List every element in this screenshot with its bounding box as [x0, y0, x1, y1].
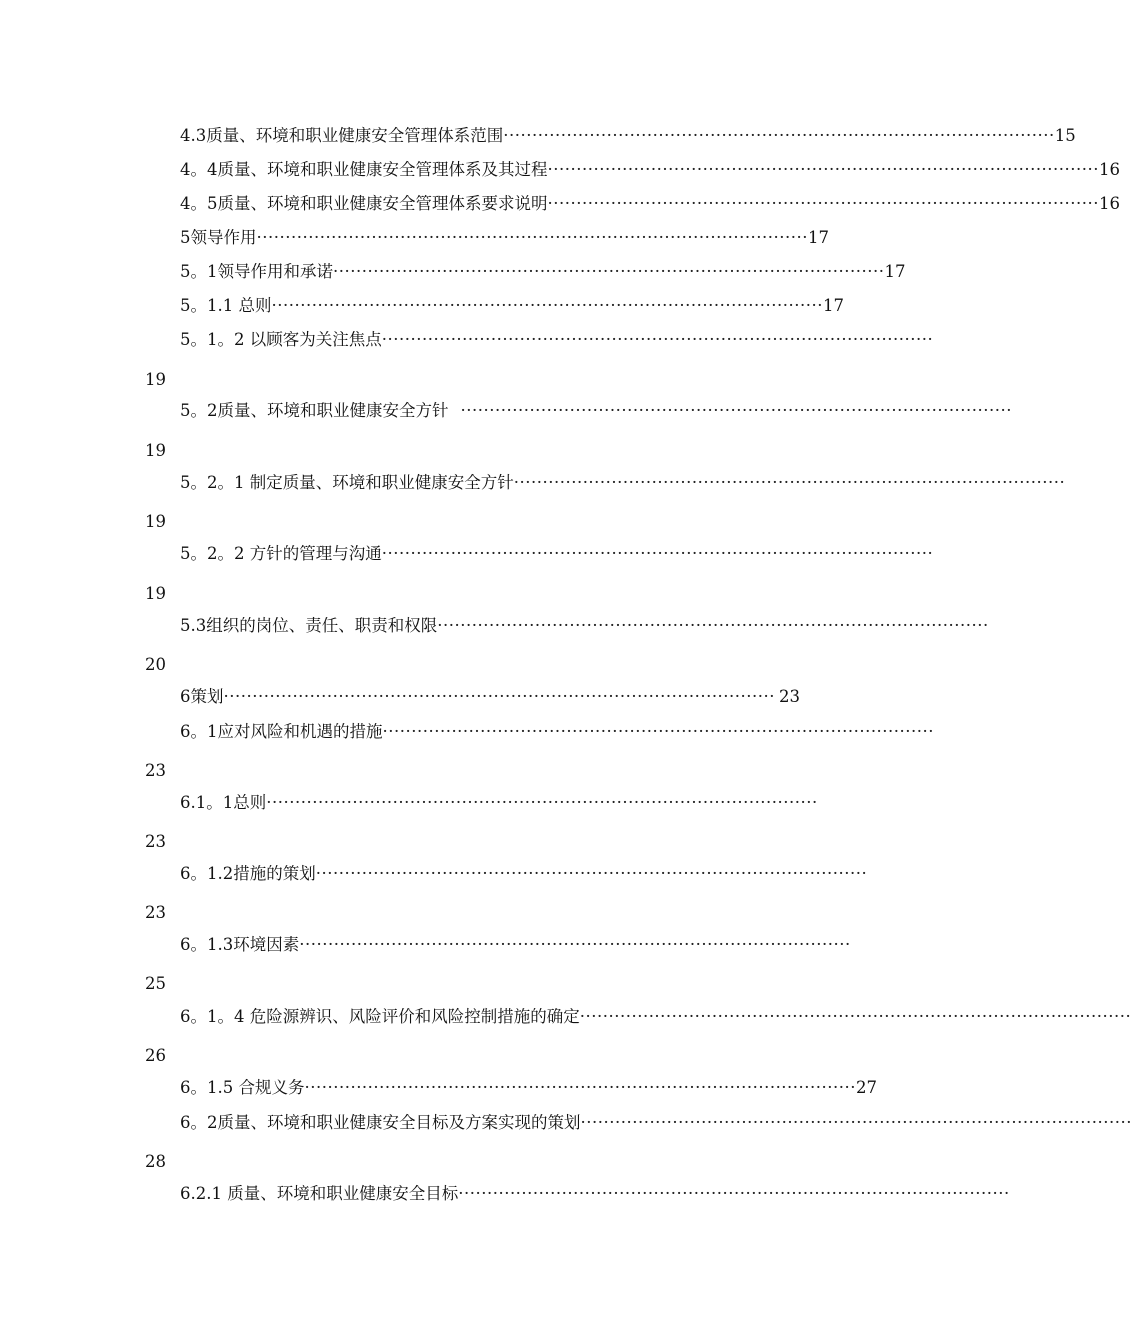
- leader-dots: ································································································: [580, 1113, 1132, 1132]
- toc-page-number: 28: [145, 1152, 166, 1171]
- toc-entry[interactable]: [180, 543, 934, 565]
- toc-page-number: 19: [145, 584, 166, 603]
- toc-entry[interactable]: [180, 400, 1013, 422]
- toc-entry-title: 5。2质量、环境和职业健康安全方针: [180, 401, 449, 420]
- toc-page-number: 26: [145, 1046, 166, 1065]
- leader-dots: ································································································: [304, 1078, 856, 1097]
- leader-dots: ································································································: [223, 687, 776, 706]
- toc-entry[interactable]: [180, 159, 1121, 181]
- leader-dots: ································································································: [458, 1184, 1010, 1203]
- toc-entry-page: 17: [808, 228, 830, 247]
- toc-entry-title: 6。1.5 合规义务: [180, 1078, 305, 1097]
- toc-entry-title: 5。1领导作用和承诺: [180, 262, 333, 281]
- toc-entry[interactable]: [180, 721, 935, 743]
- toc-entry[interactable]: [180, 686, 800, 708]
- toc-entry-page: 16: [1099, 160, 1121, 179]
- toc-entry-page: 17: [884, 262, 906, 281]
- leader-dots: ································································································: [315, 864, 868, 883]
- toc-entry-title: 5。1。2 以顾客为关注焦点: [180, 330, 382, 349]
- leader-dots: ································································································: [381, 544, 934, 563]
- toc-entry-title: 5。2。2 方针的管理与沟通: [180, 544, 382, 563]
- toc-entry[interactable]: [180, 792, 818, 814]
- toc-entry[interactable]: [180, 193, 1121, 215]
- toc-entry-title: 6策划: [180, 687, 224, 706]
- toc-entry-page: 16: [1099, 194, 1121, 213]
- toc-entry[interactable]: [180, 125, 1076, 147]
- toc-entry-page: 27: [856, 1078, 877, 1097]
- leader-dots: ································································································: [299, 935, 851, 954]
- toc-entry[interactable]: [180, 1112, 1132, 1134]
- toc-entry[interactable]: [180, 295, 844, 317]
- toc-entry-title: 6。1应对风险和机遇的措施: [180, 722, 383, 741]
- toc-page-number: 19: [145, 512, 166, 531]
- toc-entry[interactable]: [180, 1006, 1132, 1028]
- toc-entry-page: 17: [823, 296, 844, 315]
- leader-dots: ································································································: [333, 262, 885, 281]
- toc-entry[interactable]: [180, 615, 989, 637]
- toc-entry-page: 15: [1054, 126, 1076, 145]
- toc-page-number: 23: [145, 832, 166, 851]
- toc-entry-title: 5。2。1 制定质量、环境和职业健康安全方针: [180, 473, 514, 492]
- toc-entry[interactable]: [180, 472, 1066, 494]
- toc-entry-title: 6.2.1 质量、环境和职业健康安全目标: [180, 1184, 459, 1203]
- leader-dots: ································································································: [271, 296, 823, 315]
- toc-entry[interactable]: [180, 227, 830, 249]
- toc-entry-title: 6。2质量、环境和职业健康安全目标及方案实现的策划: [180, 1113, 581, 1132]
- toc-entry-title: 4。4质量、环境和职业健康安全管理体系及其过程: [180, 160, 548, 179]
- toc-entry-title: 6.1。1总则: [180, 793, 267, 812]
- toc-entry[interactable]: [180, 934, 851, 956]
- toc-entry[interactable]: [180, 329, 934, 351]
- leader-dots: ································································································: [266, 793, 818, 812]
- leader-dots: ································································································: [437, 616, 989, 635]
- toc-page-number: 19: [145, 370, 166, 389]
- toc-entry-title: 6。1。4 危险源辨识、风险评价和风险控制措施的确定: [180, 1007, 580, 1026]
- toc-entry-title: 6。1.2措施的策划: [180, 864, 316, 883]
- toc-page-number: 23: [145, 761, 166, 780]
- leader-dots: ································································································: [381, 330, 934, 349]
- toc-entry[interactable]: [180, 1183, 1010, 1205]
- toc-entry-title: 6。1.3环境因素: [180, 935, 300, 954]
- toc-entry-title: 4.3质量、环境和职业健康安全管理体系范围: [180, 126, 504, 145]
- leader-dots: ································································································: [513, 473, 1066, 492]
- toc-page-number: 25: [145, 974, 166, 993]
- toc-entry-title: 5.3组织的岗位、责任、职责和权限: [180, 616, 438, 635]
- toc-page-number: 23: [145, 903, 166, 922]
- toc-entry-title: 5。1.1 总则: [180, 296, 272, 315]
- leader-dots: ································································································: [256, 228, 809, 247]
- leader-dots: ································································································: [547, 160, 1100, 179]
- leader-dots: ································································································: [579, 1007, 1132, 1026]
- leader-dots: ································································································: [460, 401, 1013, 420]
- toc-entry-title: 5领导作用: [180, 228, 257, 247]
- toc-entry[interactable]: [180, 863, 868, 885]
- leader-dots: ································································································: [547, 194, 1100, 213]
- toc-entry[interactable]: [180, 261, 906, 283]
- toc-page-number: 19: [145, 441, 166, 460]
- toc-entry[interactable]: [180, 1077, 877, 1099]
- toc-page-number: 20: [145, 655, 166, 674]
- leader-dots: ································································································: [382, 722, 935, 741]
- toc-entry-page: 23: [779, 687, 800, 706]
- toc-entry-title: 4。5质量、环境和职业健康安全管理体系要求说明: [180, 194, 548, 213]
- leader-dots: ································································································: [503, 126, 1055, 145]
